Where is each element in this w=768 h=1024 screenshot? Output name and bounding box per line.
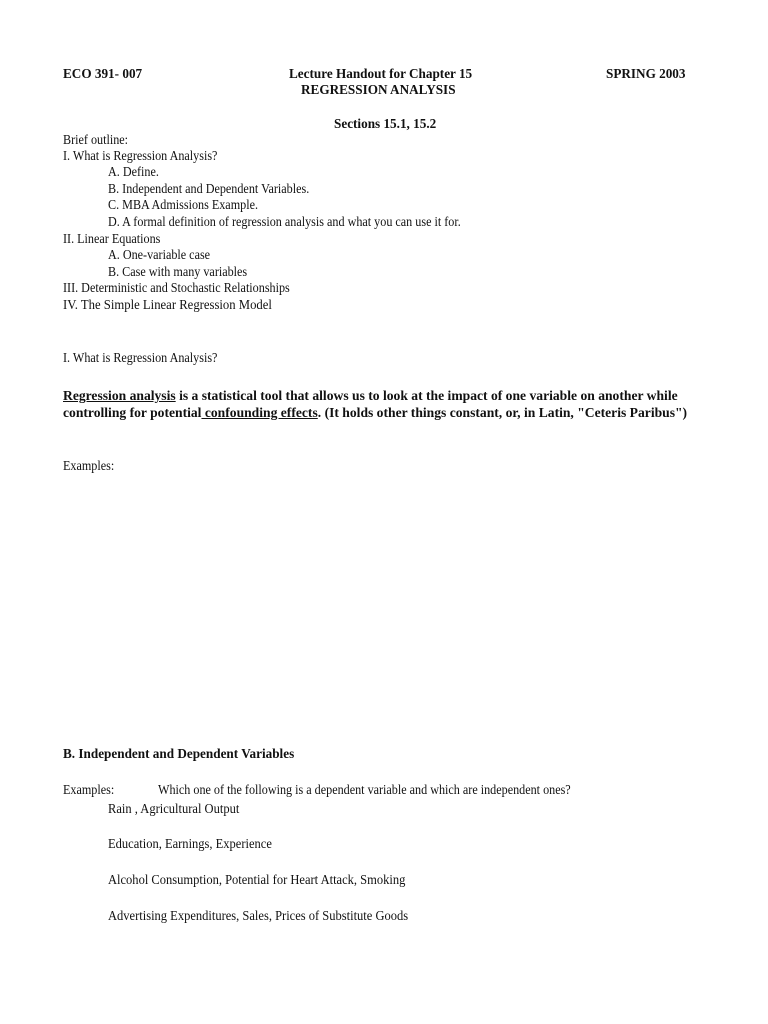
section-i-heading: I. What is Regression Analysis? — [63, 350, 218, 365]
regression-analysis-term: Regression analysis — [63, 388, 176, 403]
section-i-examples-label: Examples: — [63, 458, 115, 473]
outline-item-i-b: B. Independent and Dependent Variables. — [108, 181, 310, 196]
outline-item-i-c: C. MBA Admissions Example. — [108, 197, 258, 212]
section-b-examples-label: Examples: — [63, 782, 115, 797]
section-b-question: Which one of the following is a dependent variable and which are independent ones? — [158, 782, 571, 797]
outline-item-iii: III. Deterministic and Stochastic Relationships — [63, 280, 290, 295]
outline-item-ii-b: B. Case with many variables — [108, 264, 248, 279]
outline-item-i-a: A. Define. — [108, 164, 159, 179]
outline-item-ii-a: A. One-variable case — [108, 247, 211, 262]
course-code: ECO 391- 007 — [63, 66, 143, 81]
section-b-heading: B. Independent and Dependent Variables — [63, 746, 295, 761]
example-item: Alcohol Consumption, Potential for Heart Attack, Smoking — [108, 872, 406, 887]
example-item: Advertising Expenditures, Sales, Prices of Substitute Goods — [108, 908, 409, 923]
outline-item-i-d: D. A formal definition of regression analysis and what you can use it for. — [108, 214, 461, 229]
confounding-effects-term: confounding effects — [201, 405, 318, 420]
sections-label: Sections 15.1, 15.2 — [334, 116, 437, 131]
outline-item-i: I. What is Regression Analysis? — [63, 148, 218, 163]
regression-definition: Regression analysis is a statistical tool that allows us to look at the impact of one variable on another while controlling for potential confounding effects. (It holds other things constant, or, in Latin, "Ceteris Paribus") — [63, 388, 688, 420]
outline-heading: Brief outline: — [63, 132, 129, 147]
document-subtitle: REGRESSION ANALYSIS — [301, 82, 456, 97]
handout-title: Lecture Handout for Chapter 15 — [289, 66, 473, 81]
outline-item-iv: IV. The Simple Linear Regression Model — [63, 297, 272, 312]
term-label: SPRING 2003 — [606, 66, 686, 81]
outline-item-ii: II. Linear Equations — [63, 231, 161, 246]
example-item: Rain , Agricultural Output — [108, 801, 240, 816]
example-item: Education, Earnings, Experience — [108, 836, 272, 851]
